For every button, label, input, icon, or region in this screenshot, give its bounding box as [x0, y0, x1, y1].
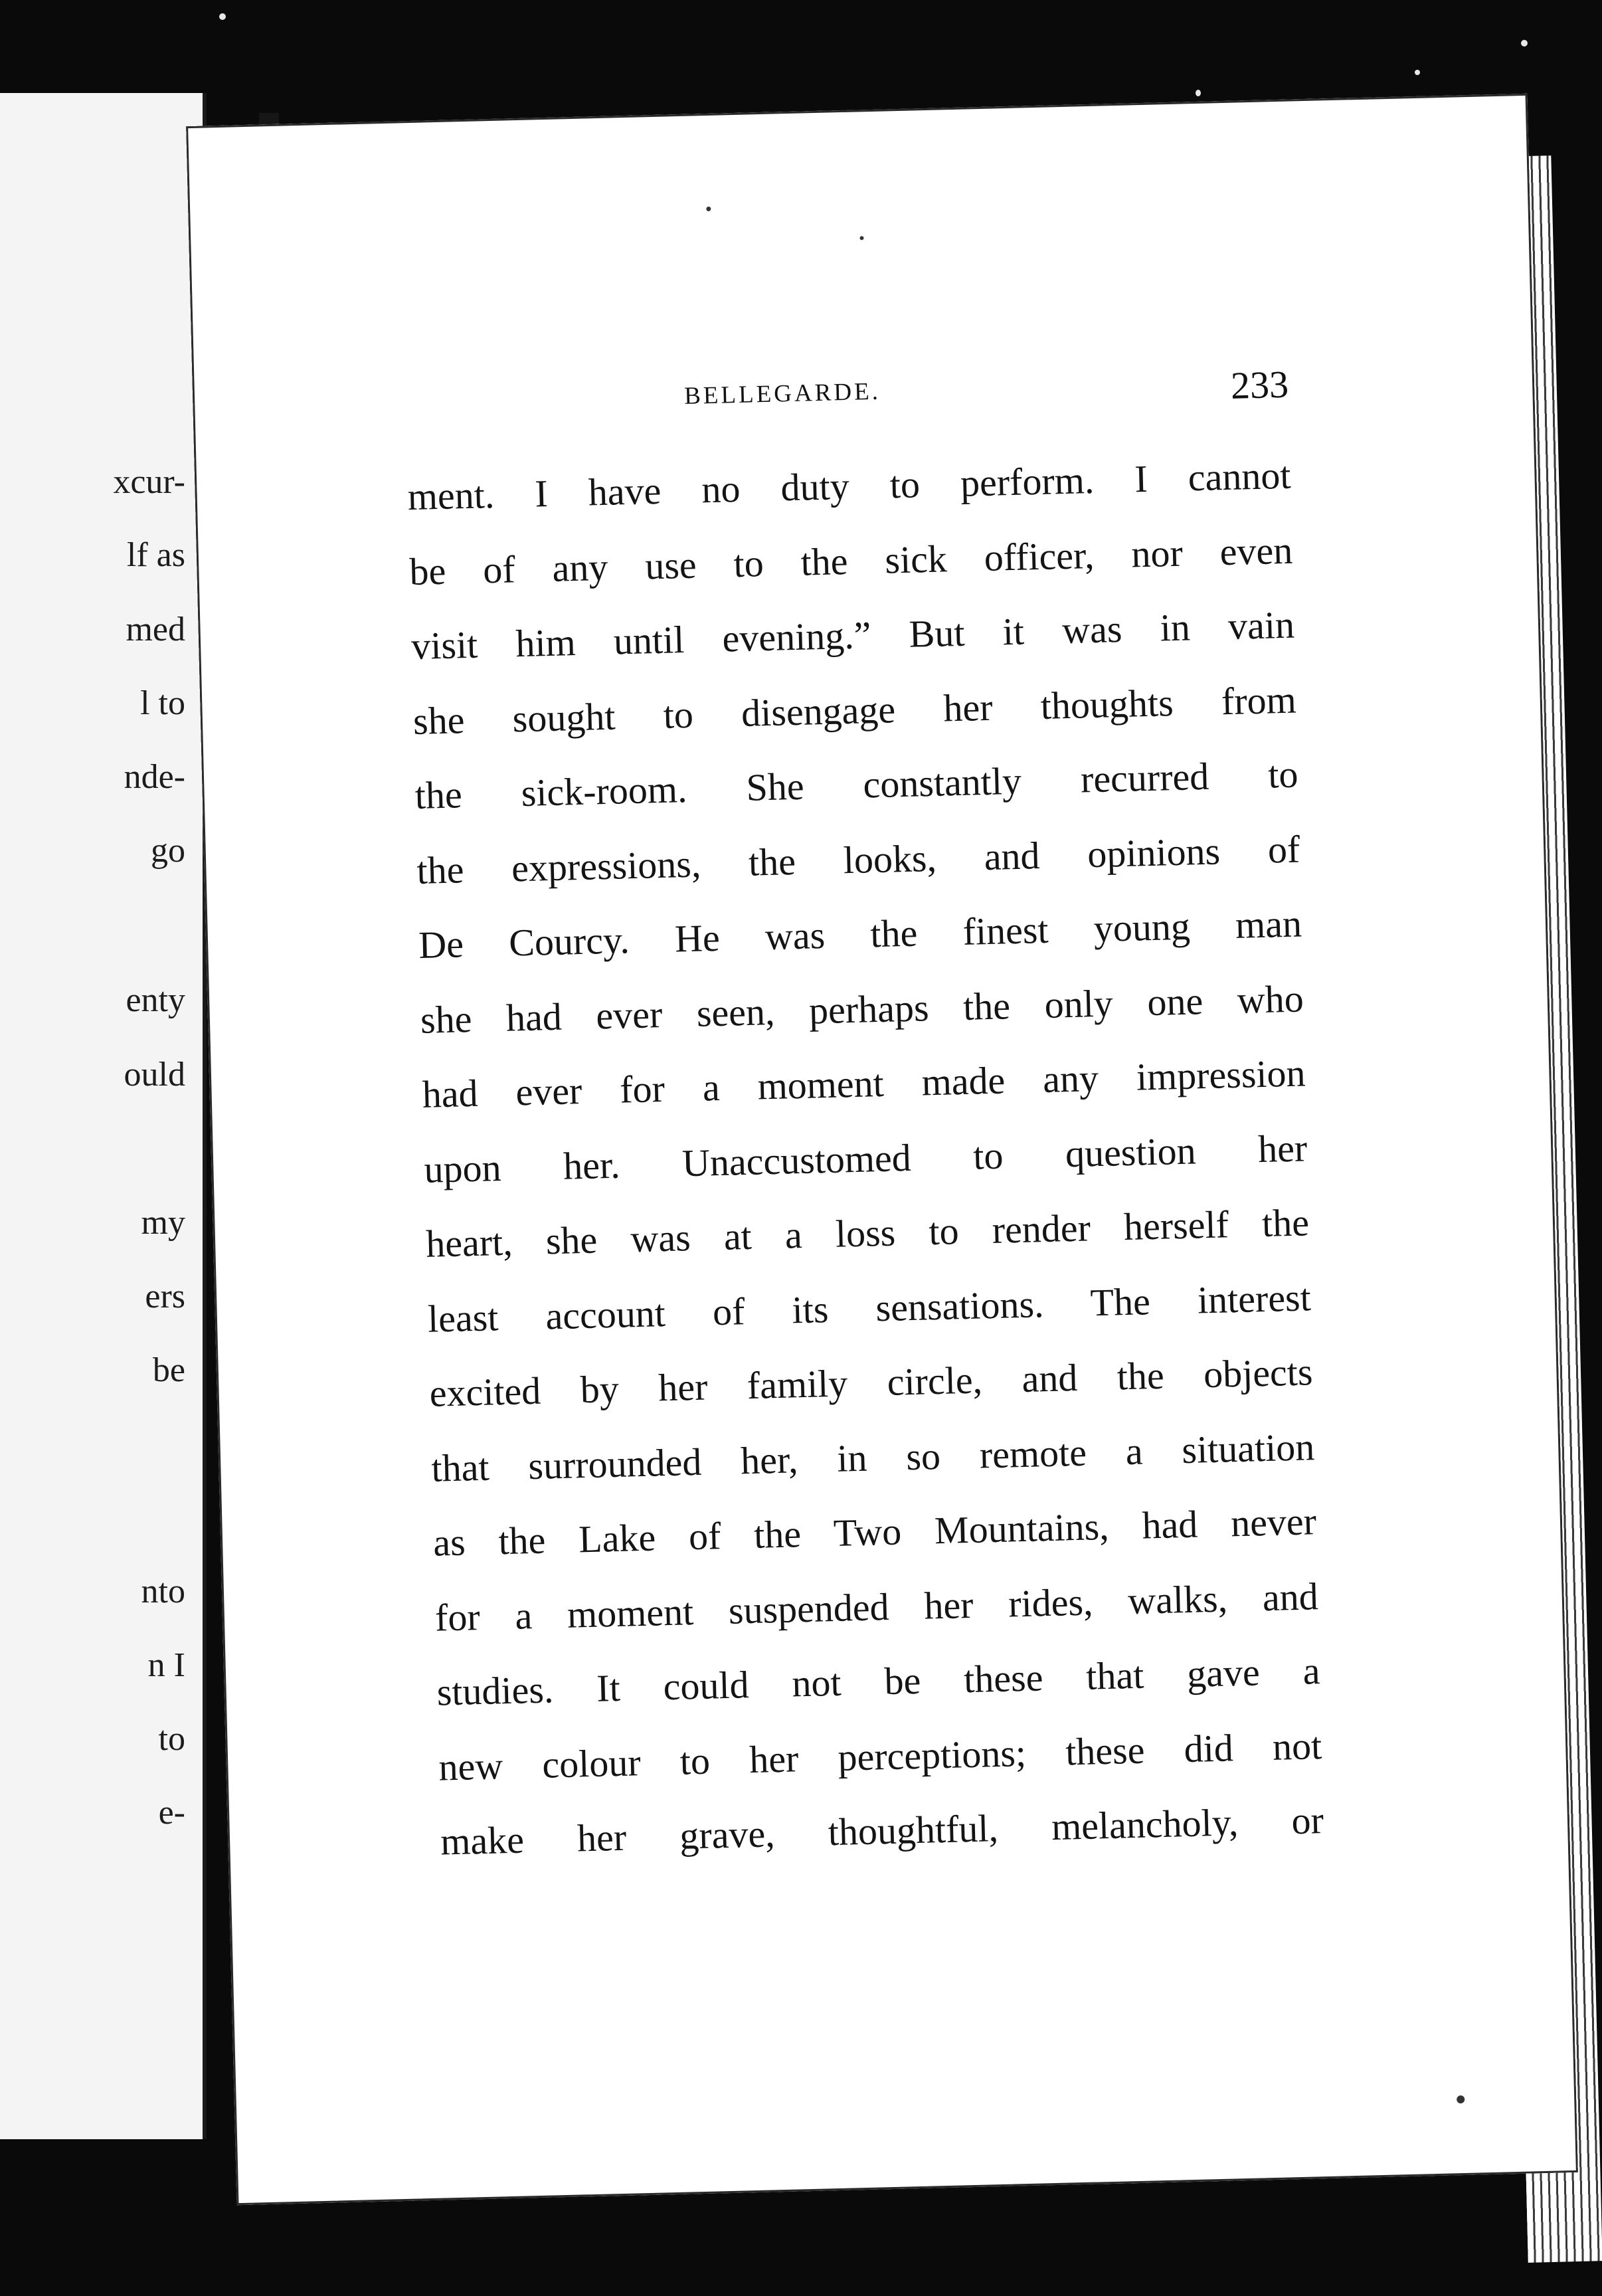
text-line: new colour to her perceptions; these did not: [438, 1723, 1322, 1789]
text-line: as the Lake of the Two Mountains, had never: [432, 1499, 1317, 1565]
text-line: the sick-room. She constantly recurred to: [414, 752, 1299, 818]
text-line: she sought to disengage her thoughts from: [412, 678, 1297, 743]
left-page-fragment: n I: [147, 1646, 185, 1684]
left-page-fragment: xcur-: [113, 463, 185, 501]
left-page-fragment: my: [141, 1204, 185, 1242]
left-page-fragment: go: [151, 832, 185, 870]
left-page-fragment: nto: [141, 1573, 185, 1610]
text-line: studies. It could not be these that gave a: [436, 1649, 1321, 1714]
text-line: excited by her family circle, and the objects: [428, 1350, 1314, 1415]
book-page: [186, 94, 1578, 2205]
left-page-fragment: to: [158, 1720, 185, 1758]
left-page-fragment: nde-: [124, 758, 185, 796]
text-line: she had ever seen, perhaps the only one who: [420, 976, 1304, 1042]
left-page-fragment: enty: [126, 981, 185, 1019]
dust-speck: [1521, 40, 1528, 47]
text-line: De Courcy. He was the finest young man: [418, 902, 1302, 967]
text-line: had ever for a moment made any impression: [421, 1051, 1306, 1116]
text-line: visit him until evening.” But it was in vain: [410, 603, 1295, 668]
dust-speck: [1196, 90, 1201, 96]
left-page-fragment: lf as: [126, 536, 185, 574]
ink-speck: [706, 207, 711, 211]
page-number: 233: [1230, 362, 1289, 407]
dust-speck: [1415, 70, 1420, 75]
text-line: ment. I have no duty to perform. I cannot: [406, 453, 1292, 519]
left-page-fragment: be: [152, 1351, 185, 1389]
text-line: heart, she was at a loss to render herself the: [425, 1200, 1310, 1266]
previous-page-edge: [0, 93, 207, 2139]
page-body: [406, 438, 1324, 1879]
page-header: [405, 362, 1290, 436]
ink-speck: [859, 236, 863, 240]
text-line: make her grave, thoughtful, melancholy, or: [440, 1798, 1324, 1864]
text-line: least account of its sensations. The interest: [427, 1275, 1312, 1341]
text-line: upon her. Unaccustomed to question her: [423, 1125, 1308, 1191]
text-line: for a moment suspended her rides, walks, and: [434, 1574, 1319, 1640]
dust-speck: [219, 13, 226, 20]
left-page-fragment: med: [126, 611, 185, 648]
text-line: be of any use to the sick officer, nor even: [408, 528, 1293, 593]
text-line: that surrounded her, in so remote a situation: [430, 1424, 1315, 1490]
left-page-fragment: ould: [124, 1056, 185, 1094]
running-title: BELLEGARDE.: [683, 377, 881, 410]
left-page-fragment: l to: [140, 684, 185, 722]
left-page-fragment: ers: [145, 1278, 185, 1315]
ink-speck: [1457, 2095, 1465, 2103]
text-line: the expressions, the looks, and opinions of: [416, 827, 1300, 892]
left-page-fragment: e-: [158, 1794, 185, 1832]
